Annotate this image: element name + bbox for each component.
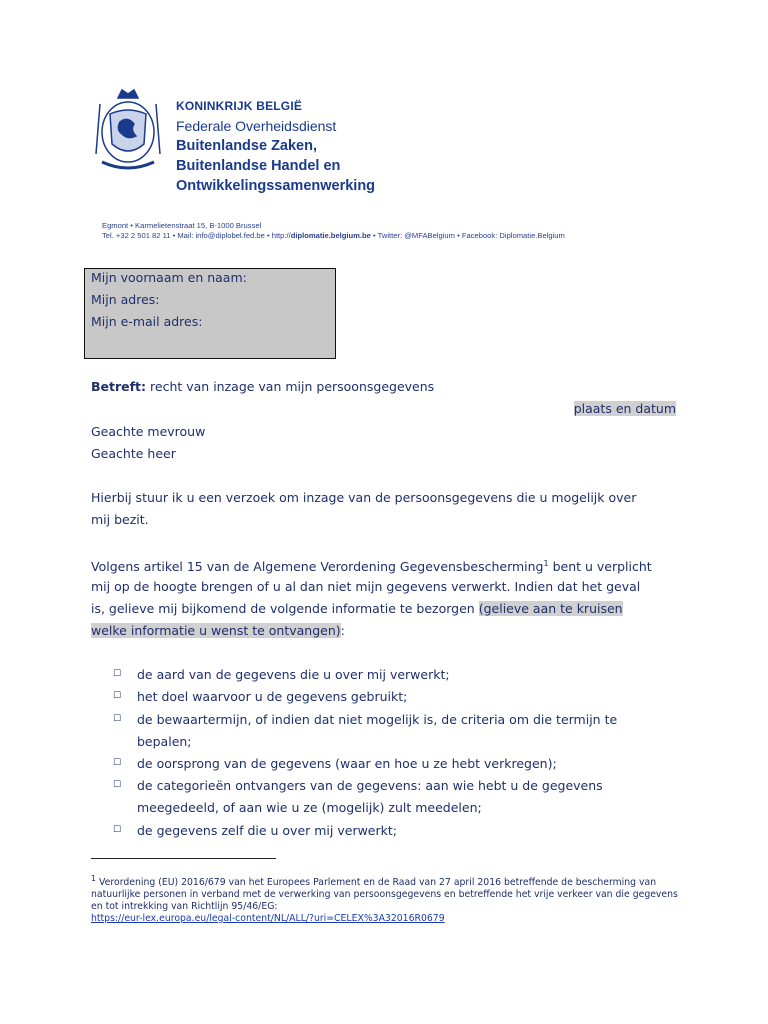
identity-box[interactable] xyxy=(84,268,336,359)
paragraph-1-line-1: Hierbij stuur ik u een verzoek om inzage van de persoonsgegevens die u mogelijk over xyxy=(91,490,637,505)
instruction-highlight-2: welke informatie u wenst te ontvangen) xyxy=(91,623,341,638)
list-item-3: de bewaartermijn, of indien dat niet mogelijk is, de criteria om die termijn te xyxy=(137,712,618,727)
contact-address: Egmont • Karmelietenstraat 15, B-1000 Brussel xyxy=(102,221,262,230)
list-item-2: het doel waarvoor u de gegevens gebruikt; xyxy=(137,689,408,704)
list-item-5: de categorieën ontvangers van de gegevens: aan wie hebt u de gegevens xyxy=(137,778,603,793)
department-line-1: Buitenlandse Zaken, xyxy=(176,138,318,154)
place-date-row xyxy=(0,398,676,420)
footnote-link[interactable]: https://eur-lex.europa.eu/legal-content/NL/ALL/?uri=CELEX%3A32016R0679 xyxy=(91,913,445,925)
checkbox-icon[interactable]: ☐ xyxy=(113,714,122,724)
list-item-4: de oorsprong van de gegevens (waar en hoe u ze hebt verkregen); xyxy=(137,756,557,771)
checkbox-icon[interactable]: ☐ xyxy=(113,691,122,701)
name-label: Mijn voornaam en naam: xyxy=(91,270,247,285)
paragraph-2-text-a: Volgens artikel 15 van de Algemene Verordening Gegevensbescherming xyxy=(91,559,544,575)
checkbox-icon[interactable]: ☐ xyxy=(113,825,122,835)
subject-label: Betreft: xyxy=(91,379,147,394)
fod-label: Federale Overheidsdienst xyxy=(176,118,337,134)
contact-info xyxy=(102,221,565,241)
paragraph-2-text-b: bent u verplicht xyxy=(548,559,652,575)
list-item-1: de aard van de gegevens die u over mij verwerkt; xyxy=(137,667,450,682)
paragraph-2-line-3 xyxy=(91,598,623,620)
contact-social: • Twitter: @MFABelgium • Facebook: Diplomatie.Belgium xyxy=(370,231,565,240)
footnote-separator xyxy=(91,858,276,859)
paragraph-2-colon: : xyxy=(340,623,345,638)
kingdom-label: KONINKRIJK BELGIË xyxy=(176,99,303,113)
list-item-3-cont: bepalen; xyxy=(137,734,192,749)
belgian-coat-of-arms-icon xyxy=(92,84,164,176)
footnote-number: 1 xyxy=(91,874,97,883)
list-item-5-cont: meegedeeld, of aan wie u ze (mogelijk) zult meedelen; xyxy=(137,800,482,815)
instruction-highlight-1: (gelieve aan te kruisen xyxy=(478,601,623,616)
salutation-heer: Geachte heer xyxy=(91,446,176,461)
salutation-mevrouw: Geachte mevrouw xyxy=(91,424,206,439)
paragraph-2-line-1 xyxy=(91,553,652,578)
footnote xyxy=(91,873,691,925)
place-date-field[interactable]: plaats en datum xyxy=(573,401,676,416)
subject-text: recht van inzage van mijn persoonsgegevens xyxy=(146,379,435,394)
paragraph-2-line-2: mij op de hoogte brengen of u al dan niet mijn gegevens verwerkt. Indien dat het geval xyxy=(91,579,641,594)
subject-line xyxy=(91,376,434,398)
department-line-3: Ontwikkelingssamenwerking xyxy=(176,178,376,194)
checkbox-icon[interactable]: ☐ xyxy=(113,780,122,790)
paragraph-2-line-3-text: is, gelieve mij bijkomend de volgende informatie te bezorgen xyxy=(91,601,479,616)
email-label: Mijn e-mail adres: xyxy=(91,314,203,329)
department-line-2: Buitenlandse Handel en xyxy=(176,158,341,174)
contact-details xyxy=(102,231,565,241)
paragraph-2-line-4 xyxy=(91,620,345,642)
organization-name xyxy=(176,96,375,196)
list-item-6: de gegevens zelf die u over mij verwerkt; xyxy=(137,823,397,838)
checkbox-icon[interactable]: ☐ xyxy=(113,669,122,679)
footnote-text: Verordening (EU) 2016/679 van het Europees Parlement en de Raad van 27 april 2016 betreffende de bescherming van natuurlijke personen in verband met de verwerking van persoonsgegevens en betreffende het vrije verkeer van die gegevens en tot intrekking van Richtlijn 95/46/EG: xyxy=(91,877,678,913)
contact-phone-mail: Tel. +32 2 501 82 11 • Mail: info@diplobel.fed.be • http:// xyxy=(102,231,291,240)
checkbox-icon[interactable]: ☐ xyxy=(113,758,122,768)
paragraph-1-line-2: mij bezit. xyxy=(91,512,149,527)
address-label: Mijn adres: xyxy=(91,292,160,307)
footnote-reference[interactable]: 1 xyxy=(543,559,549,568)
contact-website[interactable]: diplomatie.belgium.be xyxy=(290,231,371,240)
